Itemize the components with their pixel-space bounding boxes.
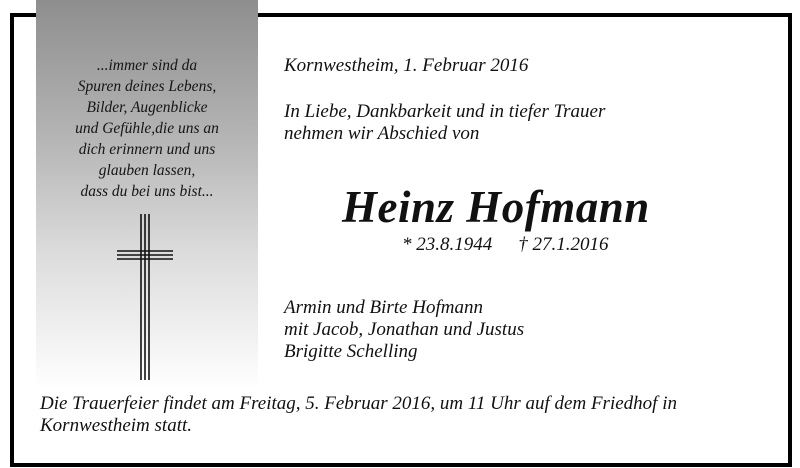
mourner-line: Brigitte Schelling	[284, 341, 418, 362]
verse-line: dich erinnern und uns	[78, 141, 216, 158]
cross-icon	[117, 214, 173, 380]
verse-line: glauben lassen,	[98, 162, 196, 179]
verse-line: dass du bei uns bist...	[80, 183, 214, 200]
verse-line: Bilder, Augenblicke	[86, 99, 208, 116]
life-dates	[402, 234, 609, 256]
birth-date: * 23.8.1944	[402, 234, 493, 255]
mourner-line: mit Jacob, Jonathan und Justus	[284, 319, 525, 340]
funeral-line: Kornwestheim statt.	[40, 415, 193, 436]
funeral-line: Die Trauerfeier findet am Freitag, 5. Februar 2016, um 11 Uhr auf dem Friedhof in	[40, 393, 677, 414]
place-date: Kornwestheim, 1. Februar 2016	[284, 55, 529, 76]
deceased-name: Heinz Hofmann	[342, 182, 650, 232]
intro-line: In Liebe, Dankbarkeit und in tiefer Trauer	[284, 101, 606, 122]
verse	[36, 55, 258, 202]
verse-line: Spuren deines Lebens,	[77, 78, 217, 95]
intro-line: nehmen wir Abschied von	[284, 123, 480, 144]
intro-text	[284, 101, 605, 145]
verse-line: ...immer sind da	[96, 57, 198, 74]
mourners	[284, 297, 524, 363]
death-date: † 27.1.2016	[518, 234, 609, 255]
verse-line: und Gefühle,die uns an	[75, 120, 219, 137]
funeral-notice	[40, 393, 677, 437]
mourner-line: Armin und Birte Hofmann	[284, 297, 483, 318]
